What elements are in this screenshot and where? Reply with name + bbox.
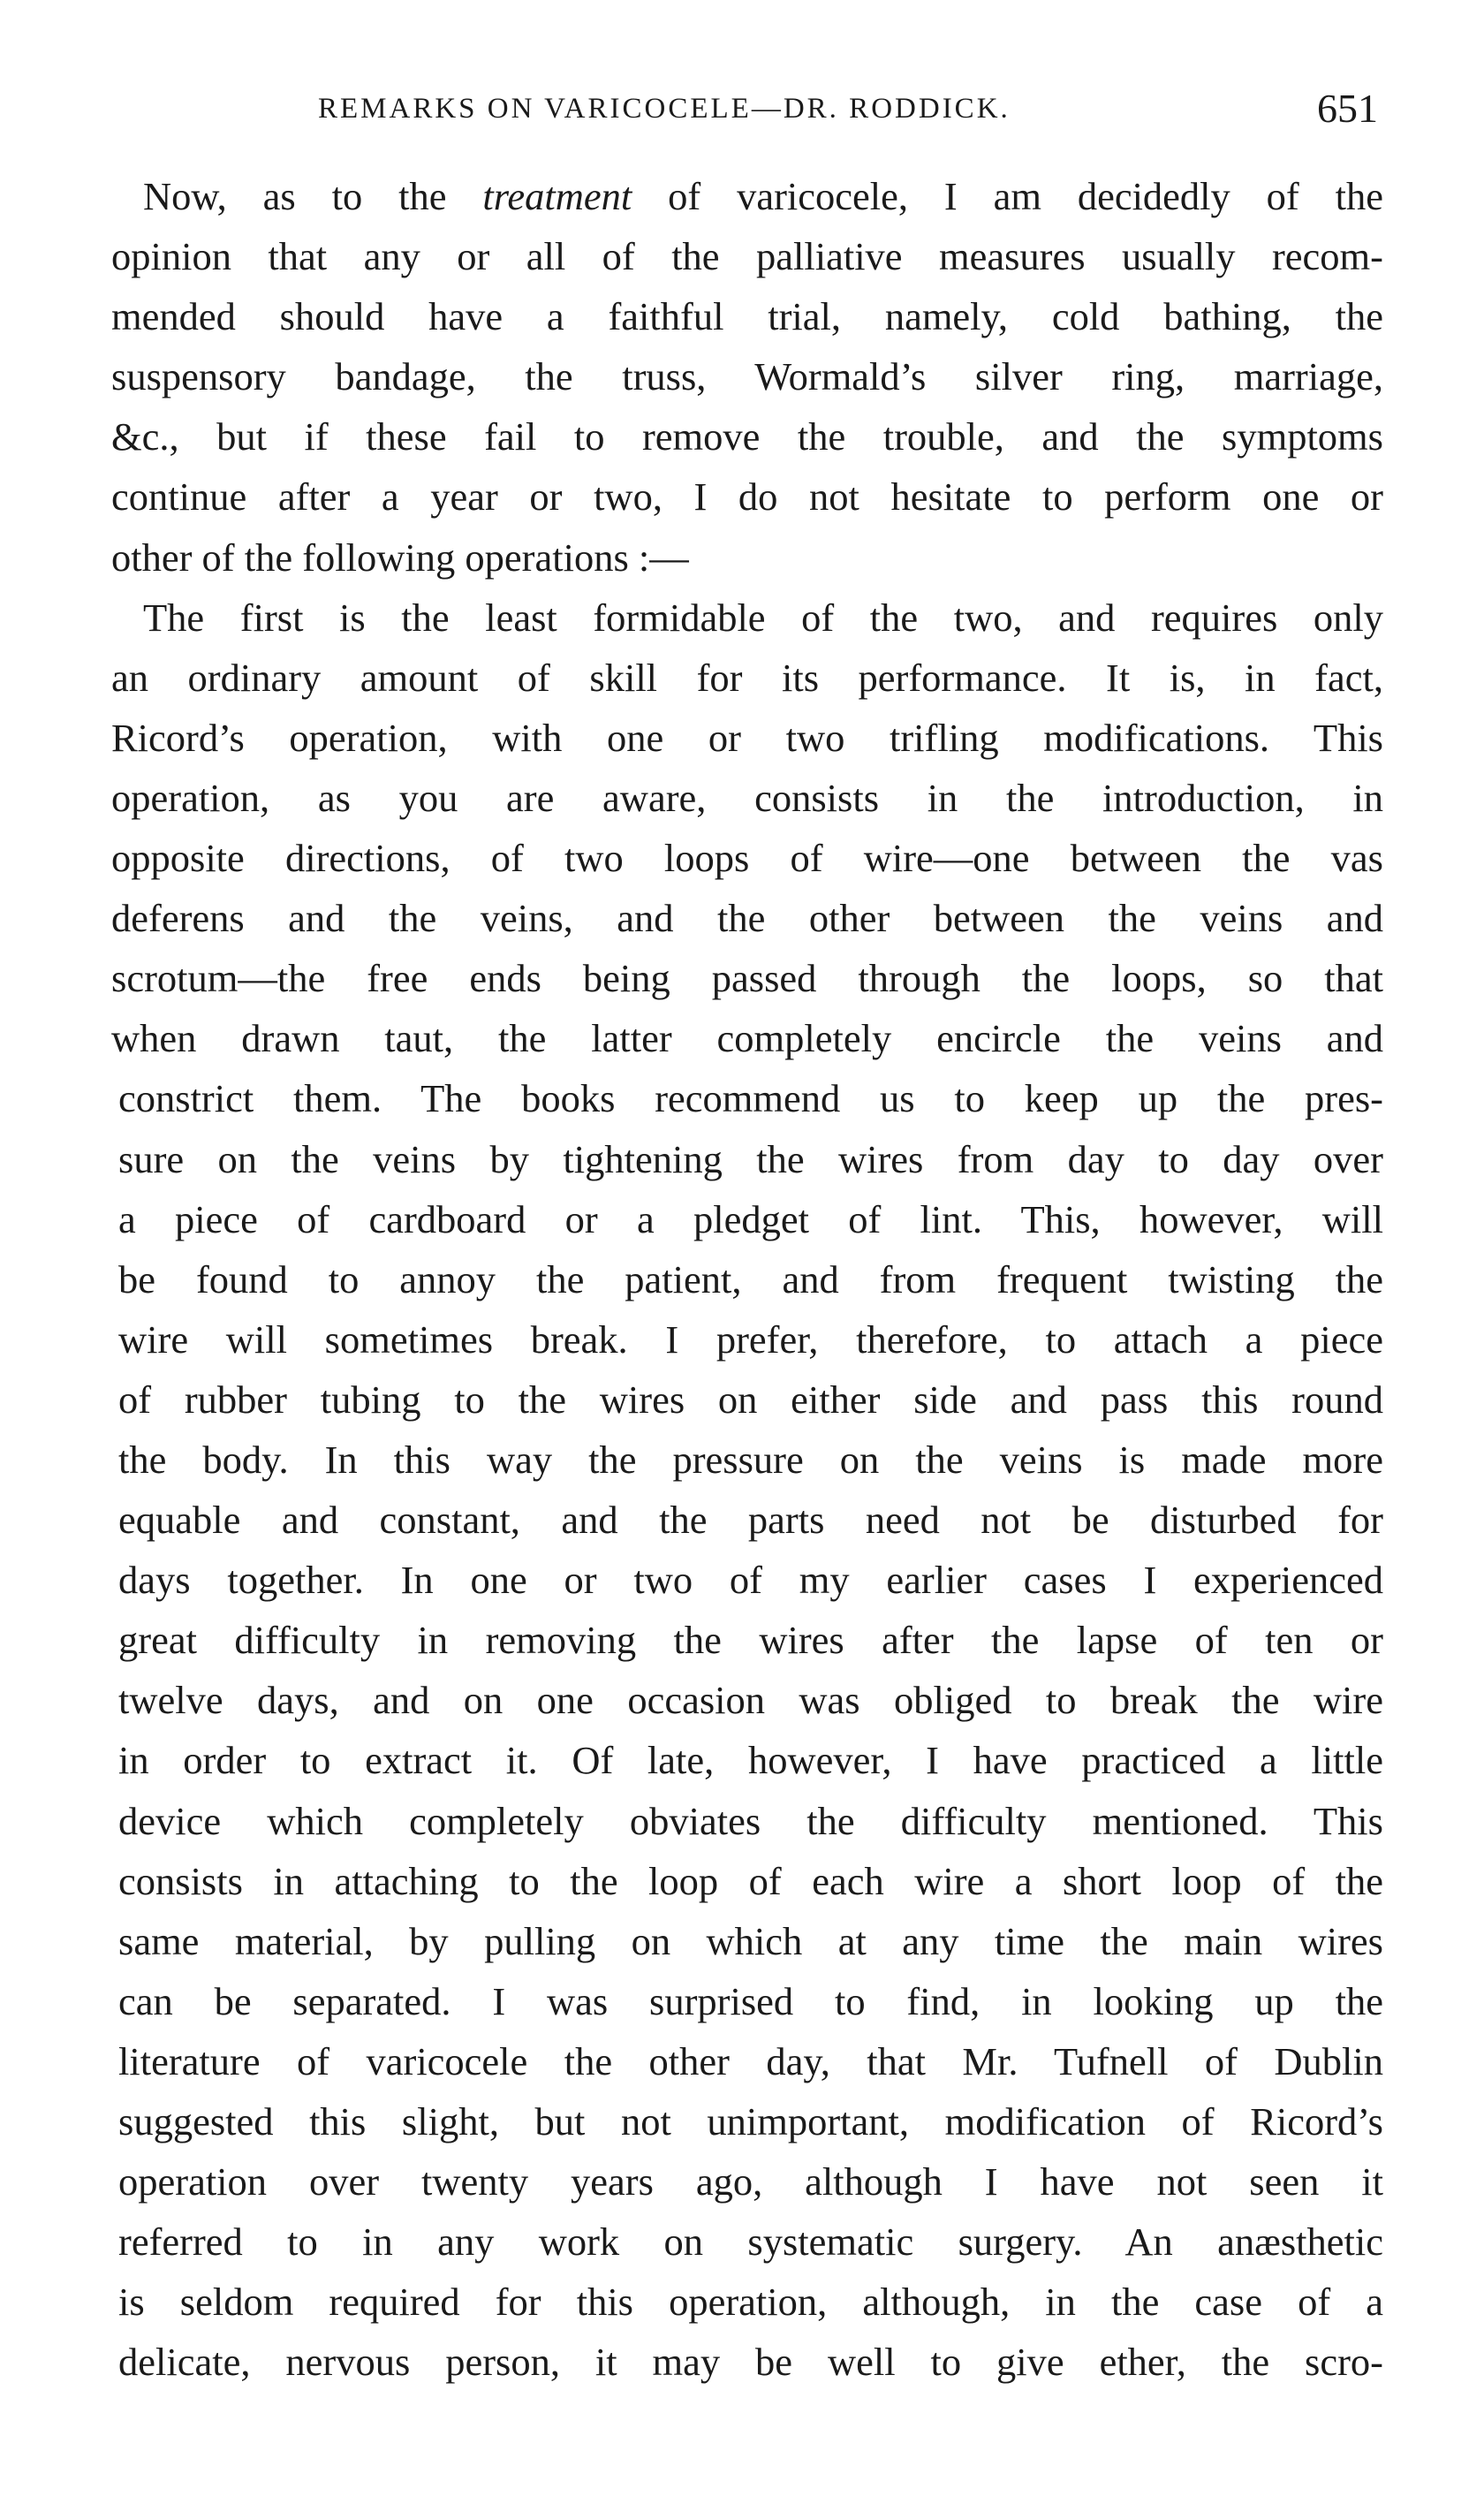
text-line: continue after a year or two, I do not hesitate to perform one or bbox=[111, 474, 1383, 520]
text-line: deferens and the veins, and the other between the veins and bbox=[111, 896, 1383, 941]
body-text bbox=[111, 166, 1383, 2392]
text-line: great difficulty in removing the wires after the lapse of ten or bbox=[118, 1618, 1383, 1663]
text-line: wire will sometimes break. I prefer, therefore, to attach a piece bbox=[118, 1316, 1383, 1362]
running-title: REMARKS ON VARICOCELE—DR. RODDICK. bbox=[318, 93, 1011, 125]
page-number: 651 bbox=[1317, 86, 1378, 131]
text-line: days together. In one or two of my earlier cases I experienced bbox=[118, 1558, 1383, 1603]
text-line: sure on the veins by tightening the wires from day to day over bbox=[118, 1136, 1383, 1181]
text-line: of rubber tubing to the wires on either side and pass this round bbox=[118, 1377, 1383, 1422]
text-line: the body. In this way the pressure on the veins is made more bbox=[118, 1437, 1383, 1482]
text-line: mended should have a faithful trial, namely, cold bathing, the bbox=[111, 294, 1383, 339]
text-line: constrict them. The books recommend us to keep up the pres- bbox=[118, 1076, 1383, 1121]
text-line: other of the following operations :— bbox=[111, 535, 689, 580]
text-line: an ordinary amount of skill for its performance. It is, in fact, bbox=[111, 655, 1383, 700]
text-line: suggested this slight, but not unimportant, modification of Ricord’s bbox=[118, 2099, 1383, 2144]
text-line: &c., but if these fail to remove the trouble, and the symptoms bbox=[111, 414, 1383, 459]
text-line: opposite directions, of two loops of wire—one between the vas bbox=[111, 836, 1383, 881]
text-line: same material, by pulling on which at any time the main wires bbox=[118, 1918, 1383, 1963]
text-line: suspensory bandage, the truss, Wormald’s silver ring, marriage, bbox=[111, 354, 1383, 399]
text-line: in order to extract it. Of late, however, I have practiced a little bbox=[118, 1738, 1383, 1783]
text-line: can be separated. I was surprised to find, in looking up the bbox=[118, 1978, 1383, 2023]
text-line: literature of varicocele the other day, that Mr. Tufnell of Dublin bbox=[118, 2038, 1383, 2083]
text-line: scrotum—the free ends being passed through the loops, so that bbox=[111, 956, 1383, 1001]
text-line: Now, as to the treatment of varicocele, I am decidedly of the bbox=[143, 174, 1383, 218]
text-line: operation over twenty years ago, although I have not seen it bbox=[118, 2159, 1383, 2204]
text-line: operation, as you are aware, consists in the introduction, in bbox=[111, 775, 1383, 820]
emphasis-treatment: treatment bbox=[482, 174, 632, 218]
text-line: The first is the least formidable of the two, and requires only bbox=[143, 595, 1383, 640]
text-line: Ricord’s operation, with one or two trifling modifications. This bbox=[111, 715, 1383, 760]
text-line: referred to in any work on systematic surgery. An anæsthetic bbox=[118, 2219, 1383, 2265]
text-line: consists in attaching to the loop of each wire a short loop of the bbox=[118, 1858, 1383, 1903]
text-line: a piece of cardboard or a pledget of lint. This, however, will bbox=[118, 1196, 1383, 1241]
running-head bbox=[115, 78, 1378, 140]
text-line: twelve days, and on one occasion was obliged to break the wire bbox=[118, 1678, 1383, 1723]
text-line: opinion that any or all of the palliative measures usually recom- bbox=[111, 234, 1383, 279]
text-line: when drawn taut, the latter completely encircle the veins and bbox=[111, 1016, 1383, 1061]
text-line: equable and constant, and the parts need not be disturbed for bbox=[118, 1498, 1383, 1543]
text-line: device which completely obviates the difficulty mentioned. This bbox=[118, 1798, 1383, 1843]
text-line: is seldom required for this operation, although, in the case of a bbox=[118, 2280, 1383, 2325]
text-line: delicate, nervous person, it may be well to give ether, the scro- bbox=[118, 2340, 1383, 2385]
text-line: be found to annoy the patient, and from frequent twisting the bbox=[118, 1256, 1383, 1301]
